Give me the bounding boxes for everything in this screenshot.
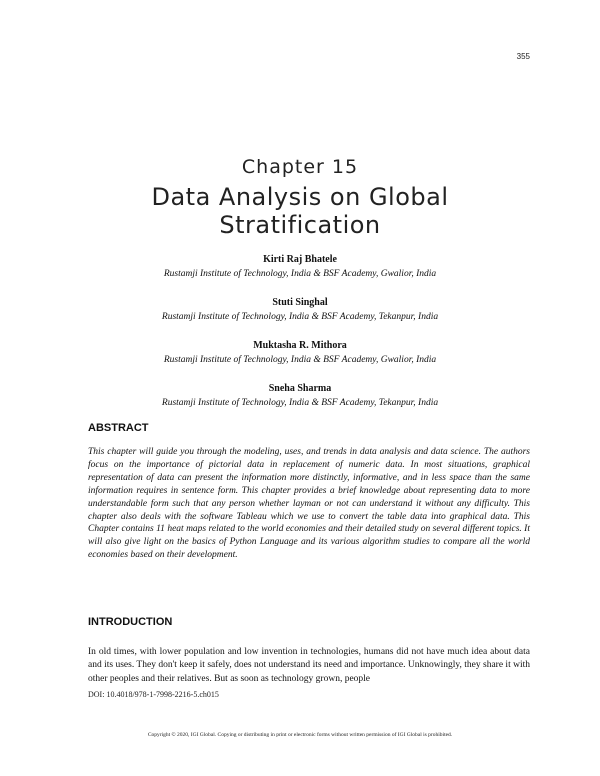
author-entry <box>0 253 600 296</box>
author-name: Kirti Raj Bhatele <box>263 254 337 265</box>
author-entry <box>0 382 600 425</box>
doi: DOI: 10.4018/978-1-7998-2216-5.ch015 <box>88 690 219 699</box>
chapter-title-line-1: Data Analysis on Global <box>151 183 449 211</box>
abstract-heading: ABSTRACT <box>88 422 149 434</box>
author-name: Sneha Sharma <box>268 383 332 394</box>
introduction-text: In old times, with lower population and low invention in technologies, humans did not have much idea about data and its uses. They don't keep it safely, does not understand its need and importance. Unknowingly, they share it with other peoples and their relatives. But as soon as technology grown, people <box>88 647 530 684</box>
author-affiliation: Rustamji Institute of Technology, India & BSF Academy, Tekanpur, India <box>161 312 439 322</box>
copyright-notice: Copyright © 2020, IGI Global. Copying or distributing in print or electronic forms without written permission of IGI Global is prohibited. <box>147 732 453 738</box>
author-list <box>0 253 600 425</box>
author-affiliation: Rustamji Institute of Technology, India & BSF Academy, Tekanpur, India <box>161 398 439 408</box>
chapter-title <box>0 183 600 239</box>
author-affiliation: Rustamji Institute of Technology, India & BSF Academy, Gwalior, India <box>163 269 437 279</box>
abstract-text: This chapter will guide you through the modeling, uses, and trends in data analysis and data science. The authors focus on the importance of pictorial data in replacement of numeric data. In most situations, graphical representation of data can present the information more distinctly, informative, and in less space than the same information requires in sentence form. This chapter provides a brief knowledge about representing data to more understandable form such that any person whether layman or not can understand it without any difficulty. This chapter also deals with the software Tableau which we use to convert the table data into graphical data. This Chapter contains 11 heat maps related to the world economies and their detailed study on several different topics. It will also give light on the basics of Python Language and its various algorithm studies to compare all the world economies based on their development. <box>88 447 530 561</box>
author-name: Muktasha R. Mithora <box>253 340 347 351</box>
author-entry <box>0 296 600 339</box>
chapter-label: Chapter 15 <box>241 156 359 178</box>
author-affiliation: Rustamji Institute of Technology, India & BSF Academy, Gwalior, India <box>163 355 437 365</box>
author-name: Stuti Singhal <box>272 297 328 308</box>
introduction-heading: INTRODUCTION <box>88 616 173 628</box>
author-entry <box>0 339 600 382</box>
chapter-title-line-2: Stratification <box>219 211 381 239</box>
page-number: 355 <box>516 52 530 61</box>
